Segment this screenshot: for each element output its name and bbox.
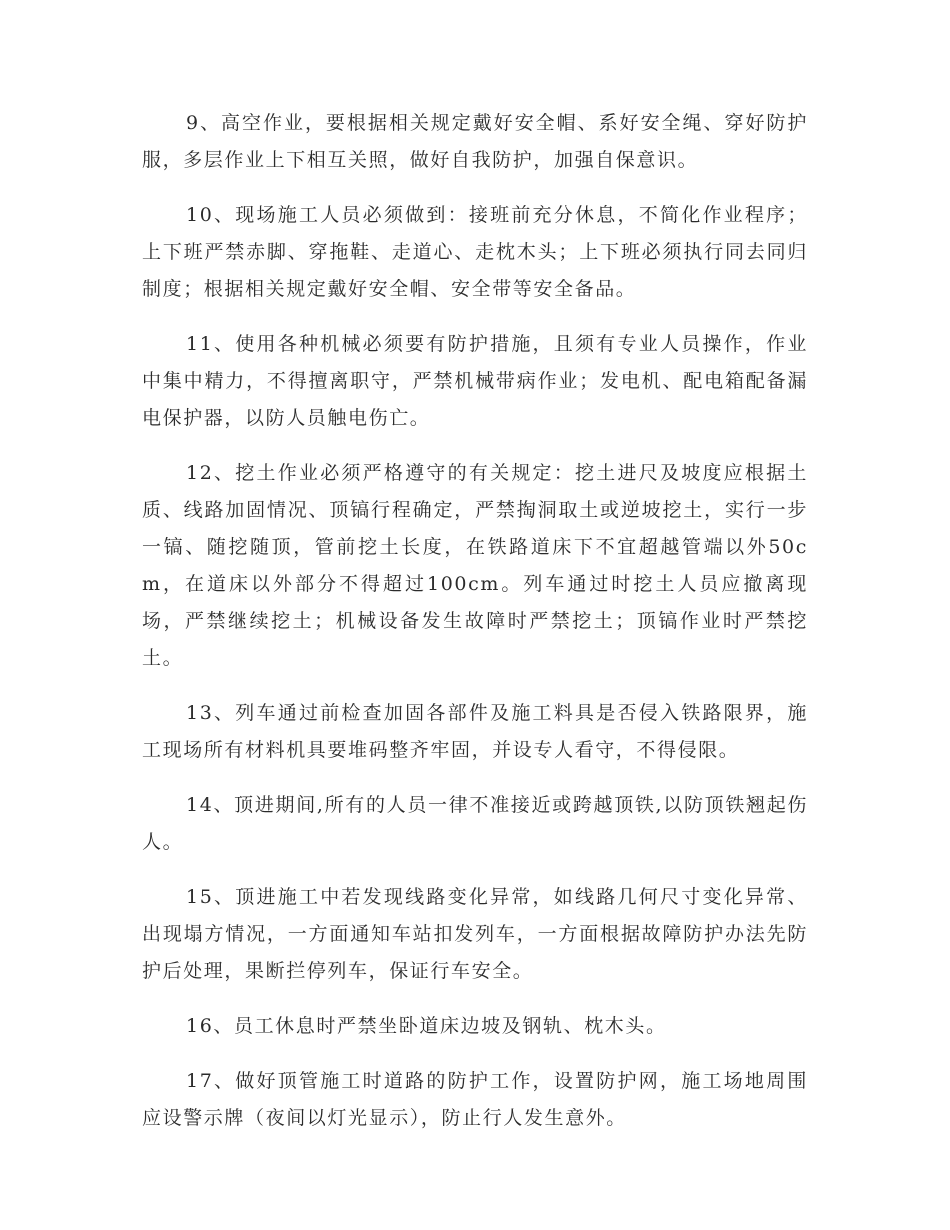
paragraph-item-15: 15、顶进施工中若发现线路变化异常，如线路几何尺寸变化异常、出现塌方情况，一方面通知车站扣发列车，一方面根据故障防护办法先防护后处理，果断拦停列车，保证行车安全。 [142, 886, 808, 982]
paragraph-item-16: 16、员工休息时严禁坐卧道床边坡及钢轨、枕木头。 [186, 1015, 667, 1037]
paragraph-item-10: 10、现场施工人员必须做到：接班前充分休息，不简化作业程序；上下班严禁赤脚、穿拖鞋、走道心、走枕木头；上下班必须执行同去同归制度；根据相关规定戴好安全帽、安全带等安全备品。 [142, 204, 808, 300]
paragraph-item-11: 11、使用各种机械必须要有防护措施，且须有专业人员操作，作业中集中精力，不得擅离职守，严禁机械带病作业；发电机、配电箱配备漏电保护器，以防人员触电伤亡。 [142, 333, 808, 429]
paragraph-item-13: 13、列车通过前检查加固各部件及施工料具是否侵入铁路限界，施工现场所有材料机具要堆码整齐牢固，并设专人看守，不得侵限。 [142, 702, 808, 761]
paragraph-item-9: 9、高空作业，要根据相关规定戴好安全帽、系好安全绳、穿好防护服，多层作业上下相互关照，做好自我防护，加强自保意识。 [142, 112, 808, 171]
paragraph-item-17: 17、做好顶管施工时道路的防护工作，设置防护网，施工场地周围应设警示牌（夜间以灯光显示），防止行人发生意外。 [142, 1070, 808, 1129]
paragraph-item-14: 14、顶进期间,所有的人员一律不准接近或跨越顶铁,以防顶铁翘起伤人。 [142, 794, 808, 853]
document-body [142, 105, 808, 1155]
paragraph-item-12: 12、挖土作业必须严格遵守的有关规定：挖土进尺及坡度应根据土质、线路加固情况、顶镐行程确定，严禁掏洞取土或逆坡挖土，实行一步一镐、随挖随顶，管前挖土长度，在铁路道床下不宜超越管端以外50cm，在道床以外部分不得超过100cm。列车通过时挖土人员应撤离现场，严禁继续挖土；机械设备发生故障时严禁挖土；顶镐作业时严禁挖土。 [142, 462, 808, 669]
